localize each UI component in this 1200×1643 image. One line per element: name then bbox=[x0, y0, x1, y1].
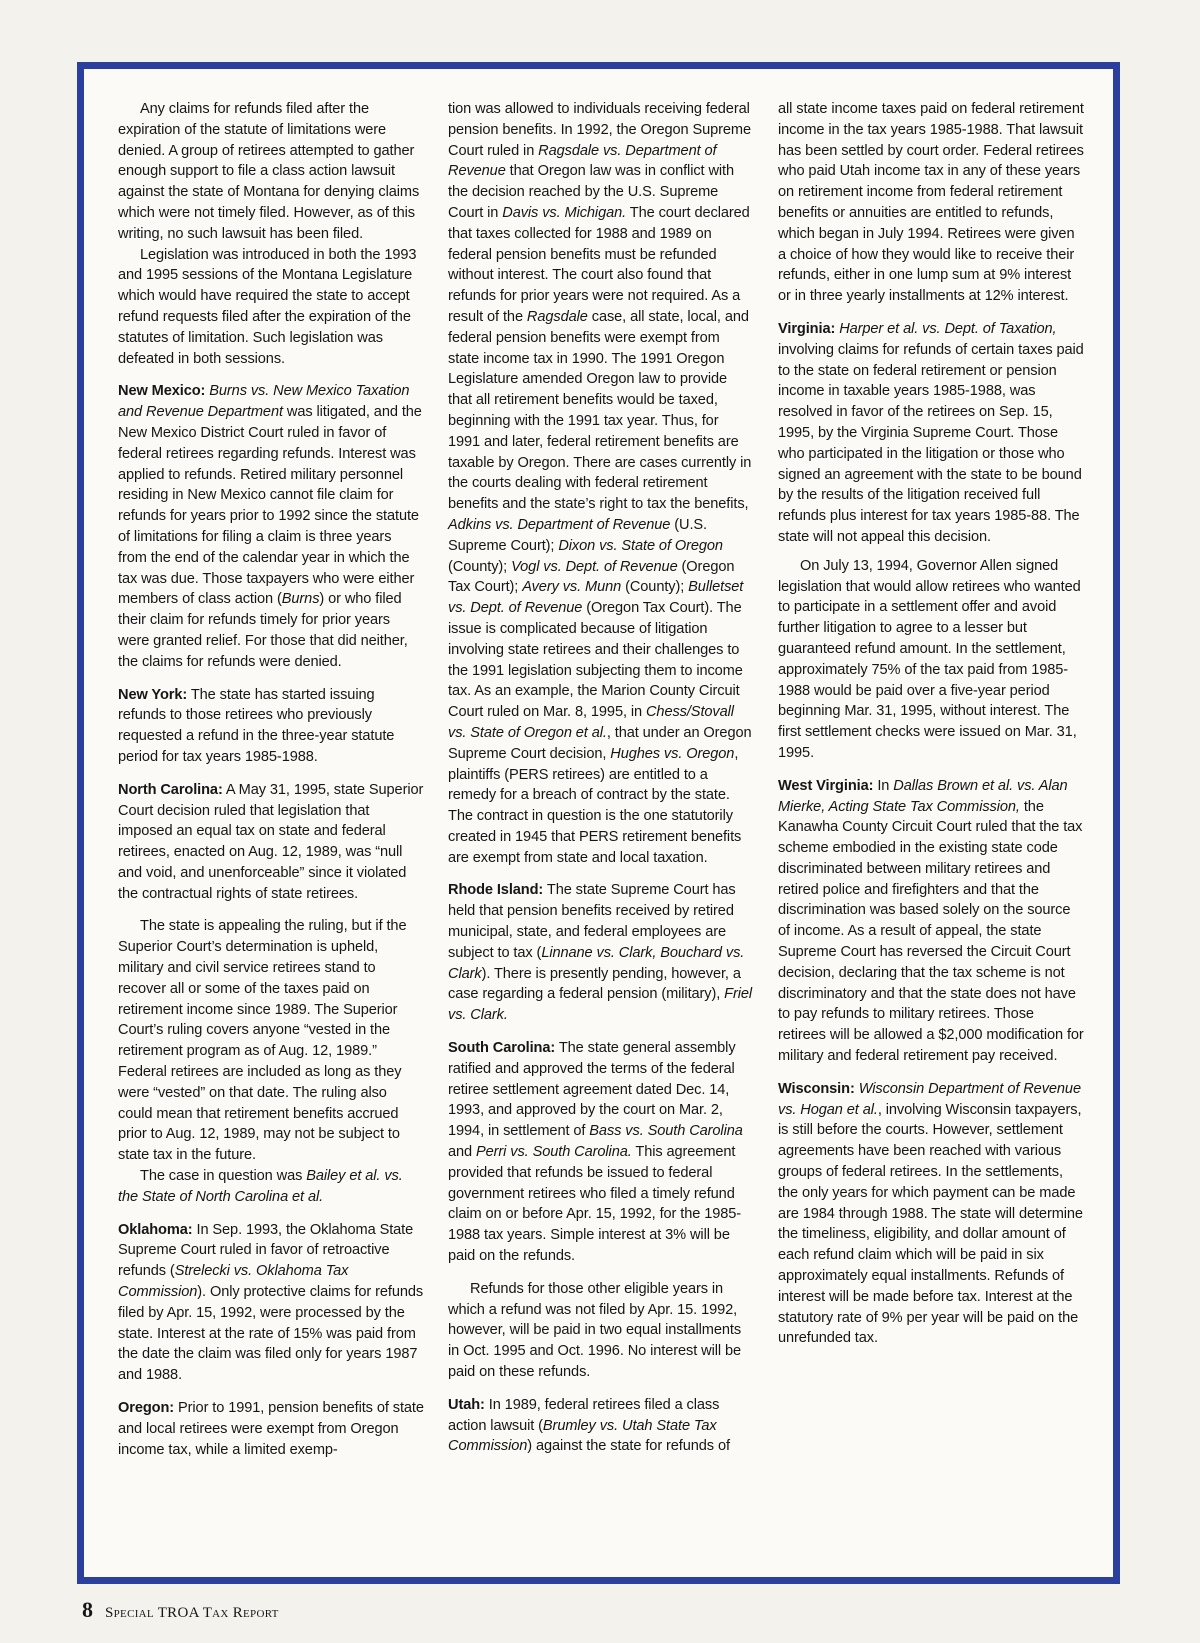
case-citation: Dallas Brown et al. vs. Alan Mierke, Acting State Tax Commission, bbox=[778, 777, 1068, 815]
case-citation: Harper et al. vs. Dept. of Taxation, bbox=[839, 320, 1057, 337]
paragraph bbox=[448, 99, 754, 868]
text-run: In 1989, federal retirees filed a class action lawsuit ( bbox=[448, 1396, 720, 1434]
paragraph bbox=[448, 1395, 754, 1457]
text-run: Prior to 1991, pension benefits of state and local retirees were exempt from Oregon income tax, while a limited exemp- bbox=[118, 1400, 424, 1458]
page-footer bbox=[82, 1597, 279, 1623]
paragraph bbox=[448, 1279, 754, 1383]
paragraph bbox=[448, 880, 754, 1026]
paragraph bbox=[118, 1166, 424, 1208]
section-heading: West Virginia: bbox=[778, 777, 874, 794]
case-citation: Vogl vs. Dept. of Revenue bbox=[511, 558, 678, 575]
column-3 bbox=[778, 99, 1084, 1472]
article-frame bbox=[77, 62, 1120, 1584]
case-citation: Burns vs. New Mexico Taxation and Revenue Department bbox=[118, 383, 410, 421]
case-citation: Burns bbox=[281, 591, 320, 608]
section-heading: New Mexico: bbox=[118, 383, 206, 400]
paragraph bbox=[118, 1398, 424, 1460]
section-heading: North Carolina: bbox=[118, 781, 223, 798]
text-run: involving claims for refunds of certain taxes paid to the state on federal retirement or pension income in taxable years 1985-1988, was resolved in favor of the retirees on Sep. 15, 1995, by the Virginia Supreme Court. Those who participated in the litigation or those who signed an agreement with the state to be bound by the results of the litigation received full refunds plus interest for tax years 1985-88. The state will not appeal this decision. bbox=[778, 341, 1084, 545]
text-run: tion was allowed to individuals receiving federal pension benefits. In 1992, the Oregon Supreme Court ruled in bbox=[448, 101, 751, 159]
paragraph bbox=[778, 1079, 1084, 1349]
paragraph bbox=[118, 780, 424, 905]
text-run: The court declared that taxes collected for 1988 and 1989 on federal pension benefits must be refunded without interest. The court also found that refunds for prior years were not required. As a result of the bbox=[448, 204, 750, 325]
text-run: (U.S. Supreme Court); bbox=[448, 516, 708, 554]
case-citation: Chess/Stovall vs. State of Oregon et al. bbox=[448, 704, 734, 741]
case-citation: Strelecki vs. Oklahoma Tax Commission bbox=[118, 1263, 349, 1301]
case-citation: Adkins vs. Department of Revenue bbox=[448, 516, 671, 533]
text-run: (Oregon Tax Court). The issue is complicated because of litigation involving state retirees and their challenges to the 1991 legislation subjecting them to income tax. As an example, the Marion County Circuit Court ruled on Mar. 8, 1995, in bbox=[448, 600, 743, 721]
text-run: case, all state, local, and federal pension benefits were exempt from state income tax in 1990. The 1991 Oregon Legislature amended Oregon law to provide that all retirement benefits would be taxed, beginning with the 1991 tax year. Thus, for 1991 and later, federal retirement benefits are taxable by Oregon. There are cases currently in the courts dealing with federal retirement benefits and the state’s right to tax the benefits, bbox=[448, 308, 752, 513]
column-1 bbox=[118, 99, 424, 1472]
case-citation: Bulletset vs. Dept. of Revenue bbox=[448, 579, 744, 617]
text-run: The case in question was bbox=[140, 1168, 307, 1185]
paragraph bbox=[778, 99, 1084, 307]
text-run: In Sep. 1993, the Oklahoma State Supreme Court ruled in favor of retroactive refunds ( bbox=[118, 1221, 414, 1280]
text-run: the Kanawha County Circuit Court ruled that the tax scheme embodied in the existing state code discriminated between military retirees and retired police and firefighters and that the discrimination was based solely on the source of income. As a result of appeal, the state Supreme Court has reversed the Circuit Court decision, declaring that the tax scheme is not discriminatory and that the state does not have to pay refunds to military retirees. Those retirees will be allowed a $2,000 modification for military and federal retirement pay received. bbox=[778, 798, 1084, 1065]
text-run: ). Only protective claims for refunds filed by Apr. 15, 1992, were processed by the state. Interest at the rate of 15% was paid from the date the claim was filed only for years 1987 and 1988. bbox=[118, 1284, 424, 1384]
paragraph bbox=[448, 1038, 754, 1267]
text-run: , involving Wisconsin taxpayers, is still before the courts. However, settlement agreements have been reached with various groups of federal retirees. In the settlements, the only years for which payment can be made are 1984 through 1988. The state will determine the timeliness, eligibility, and dollar amount of each refund claim which will be paid in six approximately equal installments. Refunds of interest will be made before tax. Interest at the statutory rate of 9% per year will be paid on the unrefunded tax. bbox=[778, 1101, 1083, 1347]
article-body bbox=[118, 99, 1084, 1472]
text-run: The state general assembly ratified and approved the terms of the federal retiree settlement agreement dated Dec. 14, 1993, and approved by the court on Mar. 2, 1994, in settlement of bbox=[448, 1040, 736, 1140]
text-run: was litigated, and the New Mexico District Court ruled in favor of federal retirees regarding refunds. Interest was applied to refunds. Retired military personnel residing in New Mexico cannot file claim for refunds for years prior to 1992 since the statute of limitations for filing a claim is three years from the end of the calendar year in which the tax was due. Those taxpayers who were either members of class action ( bbox=[118, 404, 422, 608]
case-citation: Avery vs. Munn bbox=[522, 579, 622, 596]
case-citation: Perri vs. South Carolina. bbox=[476, 1144, 632, 1161]
text-run: Legislation was introduced in both the 1993 and 1995 sessions of the Montana Legislature which would have required the state to accept refund requests filed after the expiration of the statutes of limitation. Such legislation was defeated in both sessions. bbox=[118, 246, 417, 367]
case-citation: Linnane vs. Clark, Bouchard vs. Clark bbox=[448, 944, 745, 982]
text-run: A May 31, 1995, state Superior Court decision ruled that legislation that imposed an equal tax on state and federal retirees, enacted on Aug. 12, 1989, was “null and void, and unenforceable” since it violated the contractual rights of state retirees. bbox=[118, 781, 424, 902]
case-citation: Dixon vs. State of Oregon bbox=[558, 537, 723, 554]
paragraph bbox=[118, 685, 424, 768]
section-heading: Oklahoma: bbox=[118, 1221, 193, 1238]
section-heading: Virginia: bbox=[778, 320, 836, 337]
paragraph bbox=[118, 381, 424, 672]
case-citation: Davis vs. Michigan. bbox=[502, 204, 627, 221]
paragraph bbox=[778, 319, 1084, 548]
text-run: The state has started issuing refunds to those retirees who previously requested a refund in the three-year statute period for tax years 1985-1988. bbox=[118, 686, 395, 765]
section-heading: South Carolina: bbox=[448, 1040, 556, 1057]
paragraph bbox=[118, 916, 424, 1166]
text-run: , plaintiffs (PERS retirees) are entitled to a remedy for a breach of contract by the state. The contract in question is the one statutorily created in 1945 that PERS retirement benefits are exempt from state and local taxation. bbox=[448, 745, 742, 866]
section-heading: New York: bbox=[118, 686, 188, 703]
case-citation: Ragsdale bbox=[526, 308, 588, 325]
text-run: that Oregon law was in conflict with the decision reached by the U.S. Supreme Court in bbox=[448, 163, 735, 221]
case-citation: Bailey et al. vs. the State of North Carolina et al. bbox=[118, 1168, 403, 1205]
text-run: This agreement provided that refunds be issued to federal government retirees who filed a timely refund claim on or before Apr. 15, 1992, for the 1985-1988 tax years. Simple interest at 3% will be paid on the refunds. bbox=[448, 1144, 742, 1265]
text-run: (County); bbox=[448, 558, 512, 575]
case-citation: Ragsdale vs. Department of Revenue bbox=[448, 142, 717, 180]
text-run: The state is appealing the ruling, but if the Superior Court’s determination is upheld, military and civil service retirees stand to recover all or some of the taxes paid on retirement income since 1989. The Superior Court’s ruling covers anyone “vested in the retirement program as of Aug. 12, 1989.” Federal retirees are included as long as they were “vested” on that date. The ruling also could mean that retirement benefits accrued prior to Aug. 12, 1989, may not be subject to state tax in the future. bbox=[118, 918, 407, 1164]
paragraph bbox=[118, 245, 424, 370]
text-run: ) against the state for refunds of bbox=[527, 1438, 730, 1455]
text-run: Any claims for refunds filed after the expiration of the statute of limitations were denied. A group of retirees attempted to gather enough support to file a class action lawsuit against the state of Montana for denying claims which were not timely filed. However, as of this writing, no such lawsuit has been filed. bbox=[118, 101, 420, 242]
case-citation: Brumley vs. Utah State Tax Commission bbox=[448, 1417, 717, 1455]
section-heading: Wisconsin: bbox=[778, 1080, 855, 1097]
text-run: , that under an Oregon Supreme Court decision, bbox=[448, 724, 752, 762]
text-run: (County); bbox=[621, 579, 689, 596]
case-citation: Bass vs. South Carolina bbox=[589, 1123, 743, 1140]
paragraph bbox=[778, 776, 1084, 1067]
section-heading: Rhode Island: bbox=[448, 882, 544, 899]
text-run: all state income taxes paid on federal retirement income in the tax years 1985-1988. That lawsuit has been settled by court order. Federal retirees who paid Utah income tax in any of these years on retirement income from federal retirement benefits or annuities are entitled to refunds, which began in July 1994. Retirees were given a choice of how they would like to receive their refunds, either in one lump sum at 9% interest or in three yearly installments at 12% interest. bbox=[778, 101, 1084, 305]
case-citation: Wisconsin Department of Revenue vs. Hogan et al. bbox=[778, 1080, 1081, 1118]
text-run: ). There is presently pending, however, a case regarding a federal pension (military), bbox=[448, 965, 741, 1003]
page-number: 8 bbox=[82, 1597, 93, 1622]
text-run: In bbox=[873, 777, 894, 794]
paragraph bbox=[118, 1220, 424, 1386]
column-2 bbox=[448, 99, 754, 1472]
case-citation: Friel vs. Clark. bbox=[448, 986, 753, 1024]
text-run: On July 13, 1994, Governor Allen signed legislation that would allow retirees who wanted to participate in a settlement offer and avoid further litigation to agree to a lesser but guaranteed refund amount. In the settlement, approximately 75% of the tax paid from 1985-1988 would be paid over a five-year period beginning Mar. 31, 1995, without interest. The first settlement checks were issued on Mar. 31, 1995. bbox=[778, 557, 1081, 761]
paragraph bbox=[778, 556, 1084, 764]
text-run: Refunds for those other eligible years in which a refund was not filed by Apr. 15. 1992, however, will be paid in two equal installments in Oct. 1995 and Oct. 1996. No interest will be paid on these refunds. bbox=[448, 1280, 742, 1381]
case-citation: Hughes vs. Oregon bbox=[610, 745, 735, 762]
text-run: (Oregon Tax Court); bbox=[448, 558, 735, 596]
text-run: and bbox=[448, 1144, 477, 1161]
section-heading: Utah: bbox=[448, 1396, 485, 1413]
paragraph bbox=[118, 99, 424, 245]
text-run: ) or who filed their claim for refunds timely for prior years were granted relief. For those that did neither, the claims for refunds were denied. bbox=[118, 591, 408, 670]
publication-title: Special TROA Tax Report bbox=[105, 1605, 279, 1621]
section-heading: Oregon: bbox=[118, 1400, 175, 1417]
text-run: The state Supreme Court has held that pension benefits received by retired municipal, state, and federal employees are subject to tax ( bbox=[448, 882, 736, 961]
